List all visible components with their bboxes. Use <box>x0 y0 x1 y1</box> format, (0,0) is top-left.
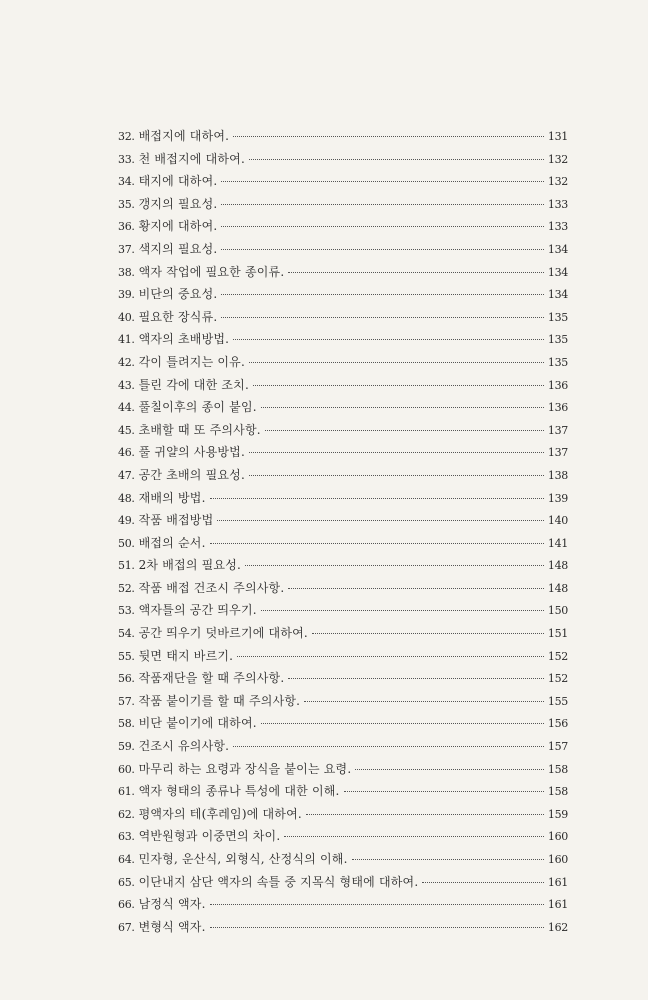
dot-leader <box>352 859 544 860</box>
toc-entry <box>118 443 568 466</box>
toc-entry-number: 66. <box>118 898 135 912</box>
toc-entry-title: 이단내지 삼단 액자의 속틀 중 지목식 형태에 대하여. <box>138 874 419 889</box>
toc-entry <box>118 624 568 647</box>
dot-leader <box>265 430 544 431</box>
dot-leader <box>210 927 544 928</box>
dot-leader <box>245 565 544 566</box>
toc-entry <box>118 217 568 240</box>
toc-entry-number: 55. <box>118 649 135 663</box>
toc-entry-title: 필요한 장식류. <box>138 309 218 324</box>
toc-entry-page-number: 132 <box>547 152 568 166</box>
toc-entry-number: 48. <box>118 491 135 505</box>
toc-entry-page-number: 137 <box>547 423 568 437</box>
toc-entry <box>118 466 568 489</box>
toc-entry-title: 작품 붙이기를 할 때 주의사항. <box>138 693 301 708</box>
toc-entry-page-number: 152 <box>547 672 568 686</box>
toc-entry <box>118 805 568 828</box>
toc-entry-number: 51. <box>118 559 135 573</box>
toc-entry-page-number: 134 <box>547 242 568 256</box>
toc-entry-title: 갱지의 필요성. <box>138 196 218 211</box>
dot-leader <box>249 362 544 363</box>
toc-entry-number: 62. <box>118 807 135 821</box>
toc-entry-title: 배접의 순서. <box>138 535 206 550</box>
toc-entry-page-number: 148 <box>547 559 568 573</box>
dot-leader <box>221 226 544 227</box>
toc-entry-number: 43. <box>118 378 135 392</box>
toc-entry-number: 46. <box>118 446 135 460</box>
dot-leader <box>288 588 544 589</box>
toc-entry-title: 뒷면 태지 바르기. <box>138 648 234 663</box>
toc-entry-title: 초배할 때 또 주의사항. <box>138 422 261 437</box>
toc-entry-page-number: 134 <box>547 265 568 279</box>
toc-entry <box>118 579 568 602</box>
toc-entry <box>118 263 568 286</box>
dot-leader <box>233 746 544 747</box>
dot-leader <box>233 136 544 137</box>
toc-entry-number: 33. <box>118 152 135 166</box>
toc-entry-page-number: 135 <box>547 355 568 369</box>
dot-leader <box>217 520 544 521</box>
toc-entry-page-number: 159 <box>547 807 568 821</box>
toc-entry-number: 67. <box>118 920 135 934</box>
toc-entry-page-number: 156 <box>547 717 568 731</box>
dot-leader <box>221 204 544 205</box>
dot-leader <box>253 385 544 386</box>
toc-entry-title: 풀칠이후의 종이 붙임. <box>138 400 257 415</box>
toc-entry-title: 공간 띄우기 덧바르기에 대하여. <box>138 626 308 641</box>
toc-entry-number: 39. <box>118 288 135 302</box>
toc-entry <box>118 376 568 399</box>
dot-leader <box>249 452 544 453</box>
toc-entry-page-number: 162 <box>547 920 568 934</box>
toc-entry-number: 63. <box>118 830 135 844</box>
toc-entry-number: 34. <box>118 175 135 189</box>
toc-entry-title: 틀린 각에 대한 조치. <box>138 377 249 392</box>
toc-entry-title: 액자틀의 공간 띄우기. <box>138 603 257 618</box>
toc-entry <box>118 240 568 263</box>
toc-entry-page-number: 158 <box>547 785 568 799</box>
toc-entry-title: 2차 배접의 필요성. <box>138 558 242 573</box>
toc-entry-number: 50. <box>118 536 135 550</box>
toc-entry-title: 액자 작업에 필요한 종이류. <box>138 264 285 279</box>
dot-leader <box>344 791 544 792</box>
toc-entry <box>118 918 568 941</box>
toc-entry-number: 35. <box>118 197 135 211</box>
toc-entry <box>118 285 568 308</box>
dot-leader <box>288 272 544 273</box>
toc-entry-title: 평액자의 테(후레임)에 대하여. <box>138 806 302 821</box>
toc-entry <box>118 850 568 873</box>
table-of-contents <box>118 127 568 940</box>
toc-entry-title: 풀 귀얄의 사용방법. <box>138 445 245 460</box>
toc-entry-page-number: 152 <box>547 649 568 663</box>
toc-entry-page-number: 133 <box>547 197 568 211</box>
toc-entry-page-number: 132 <box>547 175 568 189</box>
toc-entry-page-number: 138 <box>547 468 568 482</box>
dot-leader <box>210 543 544 544</box>
toc-entry <box>118 195 568 218</box>
dot-leader <box>237 656 544 657</box>
toc-entry <box>118 873 568 896</box>
toc-entry <box>118 398 568 421</box>
toc-entry-page-number: 134 <box>547 288 568 302</box>
dot-leader <box>210 904 544 905</box>
toc-entry-number: 64. <box>118 853 135 866</box>
toc-entry-page-number: 148 <box>547 581 568 595</box>
toc-entry-page-number: 137 <box>547 446 568 460</box>
toc-entry-page-number: 158 <box>547 762 568 776</box>
dot-leader <box>422 882 544 883</box>
toc-entry-number: 57. <box>118 694 135 708</box>
dot-leader <box>261 723 544 724</box>
toc-entry-title: 재배의 방법. <box>138 490 206 505</box>
dot-leader <box>221 317 544 318</box>
toc-entry-page-number: 160 <box>547 853 568 866</box>
toc-entry-number: 32. <box>118 130 135 143</box>
toc-entry-page-number: 161 <box>547 898 568 912</box>
toc-entry-title: 배접지에 대하여. <box>138 129 230 143</box>
toc-entry-number: 58. <box>118 717 135 731</box>
toc-entry <box>118 511 568 534</box>
toc-entry-number: 40. <box>118 310 135 324</box>
dot-leader <box>210 498 544 499</box>
toc-entry-title: 건조시 유의사항. <box>138 739 230 754</box>
toc-entry-page-number: 150 <box>547 604 568 618</box>
toc-entry-title: 남정식 액자. <box>138 897 206 912</box>
toc-entry-title: 천 배접지에 대하여. <box>138 151 245 166</box>
toc-entry-page-number: 136 <box>547 378 568 392</box>
toc-entry-title: 액자 형태의 종류나 특성에 대한 이해. <box>138 784 340 799</box>
toc-entry-title: 마무리 하는 요령과 장식을 붙이는 요령. <box>138 761 352 776</box>
toc-entry <box>118 669 568 692</box>
toc-entry <box>118 692 568 715</box>
toc-entry <box>118 782 568 805</box>
dot-leader <box>233 339 544 340</box>
toc-entry-page-number: 136 <box>547 401 568 415</box>
toc-entry-page-number: 160 <box>547 830 568 844</box>
dot-leader <box>221 294 544 295</box>
dot-leader <box>261 407 544 408</box>
toc-entry <box>118 647 568 670</box>
toc-entry-title: 민자형, 운산식, 외형식, 산정식의 이해. <box>138 852 348 866</box>
toc-entry <box>118 127 568 150</box>
toc-entry-number: 41. <box>118 333 135 347</box>
toc-entry-title: 액자의 초배방법. <box>138 332 230 347</box>
toc-entry-number: 42. <box>118 355 135 369</box>
toc-entry-title: 각이 틀려지는 이유. <box>138 354 245 369</box>
toc-entry <box>118 714 568 737</box>
toc-entry-title: 작품 배접방법 <box>138 513 214 528</box>
toc-entry-number: 37. <box>118 242 135 256</box>
toc-entry-title: 색지의 필요성. <box>138 241 218 256</box>
toc-entry-page-number: 155 <box>547 694 568 708</box>
toc-entry-page-number: 161 <box>547 875 568 889</box>
toc-entry-number: 38. <box>118 265 135 279</box>
dot-leader <box>306 814 544 815</box>
toc-entry-page-number: 157 <box>547 740 568 754</box>
toc-entry-number: 56. <box>118 672 135 686</box>
toc-entry-number: 36. <box>118 220 135 234</box>
toc-entry-title: 비단 붙이기에 대하여. <box>138 716 257 731</box>
toc-entry-title: 공간 초배의 필요성. <box>138 467 245 482</box>
toc-entry-title: 비단의 중요성. <box>138 287 218 302</box>
toc-entry-number: 54. <box>118 627 135 641</box>
toc-entry <box>118 737 568 760</box>
toc-entry-number: 53. <box>118 604 135 618</box>
dot-leader <box>304 701 544 702</box>
toc-entry <box>118 421 568 444</box>
toc-entry <box>118 172 568 195</box>
toc-entry <box>118 601 568 624</box>
toc-entry-page-number: 151 <box>547 627 568 641</box>
dot-leader <box>249 159 544 160</box>
toc-entry <box>118 895 568 918</box>
dot-leader <box>249 475 544 476</box>
dot-leader <box>355 769 544 770</box>
toc-entry-number: 49. <box>118 514 135 528</box>
toc-entry-page-number: 135 <box>547 333 568 347</box>
toc-entry-number: 52. <box>118 581 135 595</box>
dot-leader <box>221 181 544 182</box>
toc-entry-page-number: 131 <box>547 130 568 143</box>
toc-entry-page-number: 140 <box>547 514 568 528</box>
toc-entry-title: 변형식 액자. <box>138 919 206 934</box>
toc-entry-title: 태지에 대하여. <box>138 174 218 189</box>
toc-entry <box>118 760 568 783</box>
dot-leader <box>221 249 544 250</box>
toc-entry <box>118 534 568 557</box>
toc-entry-number: 44. <box>118 401 135 415</box>
toc-entry-title: 황지에 대하여. <box>138 219 218 234</box>
toc-entry-number: 61. <box>118 785 135 799</box>
toc-entry-number: 65. <box>118 875 135 889</box>
toc-entry <box>118 489 568 512</box>
toc-entry-number: 59. <box>118 740 135 754</box>
toc-entry-page-number: 133 <box>547 220 568 234</box>
dot-leader <box>288 678 544 679</box>
dot-leader <box>284 836 544 837</box>
dot-leader <box>261 610 544 611</box>
toc-entry-number: 60. <box>118 762 135 776</box>
toc-entry-number: 45. <box>118 423 135 437</box>
toc-entry <box>118 556 568 579</box>
dot-leader <box>312 633 544 634</box>
toc-entry <box>118 330 568 353</box>
toc-entry <box>118 827 568 850</box>
toc-entry-title: 작품 배접 건조시 주의사항. <box>138 580 285 595</box>
toc-entry <box>118 150 568 173</box>
toc-entry <box>118 308 568 331</box>
toc-entry-page-number: 141 <box>547 536 568 550</box>
toc-entry-title: 작품재단을 할 때 주의사항. <box>138 671 285 686</box>
toc-entry-page-number: 135 <box>547 310 568 324</box>
toc-entry-number: 47. <box>118 468 135 482</box>
toc-entry-title: 역반원형과 이중면의 차이. <box>138 829 281 844</box>
toc-entry-page-number: 139 <box>547 491 568 505</box>
toc-entry <box>118 353 568 376</box>
